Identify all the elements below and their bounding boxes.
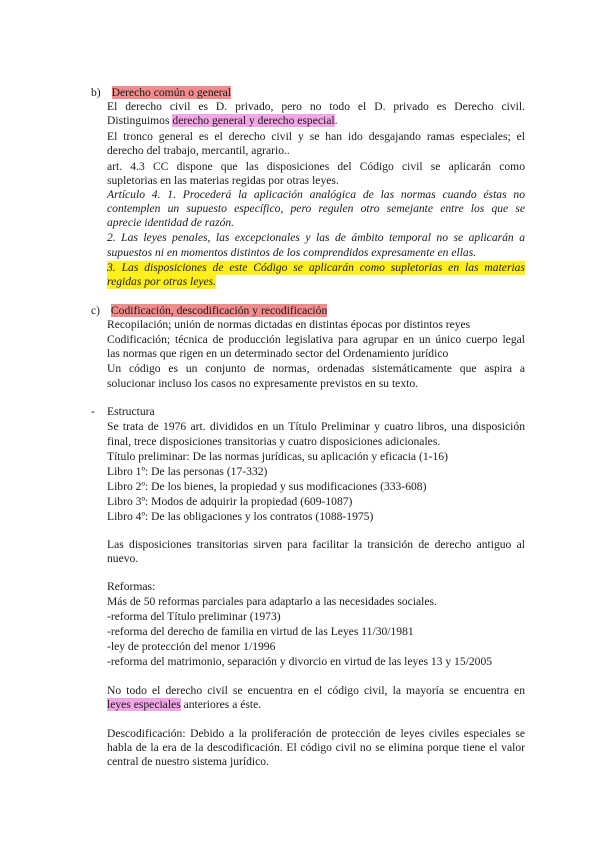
article-4-2-line1: 2. Las leyes penales, las excepcionales y las de ámbito temporal no se aplicarán a	[107, 231, 525, 244]
transitorias-line2: nuevo.	[107, 552, 139, 565]
reformas-line5: -reforma del matrimonio, separación y divorcio en virtud de las leyes 13 y 15/2005	[107, 655, 493, 668]
estructura-libro-3: Libro 3º: Modos de adquirir la propiedad (609-1087)	[107, 495, 353, 508]
reformas-line4: -ley de protección del menor 1/1996	[107, 640, 276, 653]
descodificacion-line1: Descodificación: Debido a la proliferación de protección de leyes civiles especiales se	[107, 727, 525, 740]
article-4-3-line2: regidas por otras leyes.	[107, 275, 217, 288]
estructura-libro-1: Libro 1º: De las personas (17-332)	[107, 465, 268, 478]
estructura-line2: final, trece disposiciones transitorias y cuatro disposiciones adicionales.	[107, 435, 441, 448]
section-c-line1: Recopilación; unión de normas dictadas en distintas épocas por distintos reyes	[107, 318, 471, 331]
descodificacion-line3: central de nuestro sistema jurídico.	[107, 755, 269, 768]
section-c-line4: Un código es un conjunto de normas, ordenadas sistemáticamente que aspira a	[107, 362, 525, 375]
no-todo-line2	[107, 698, 261, 712]
section-b-title: Derecho común o general	[111, 86, 232, 99]
section-b-p2-line1: El tronco general es el derecho civil y se han ido desgajando ramas especiales; el	[107, 130, 525, 143]
section-b-p1-line2	[107, 114, 338, 128]
highlight-leyes-especiales: leyes especiales	[107, 698, 181, 711]
section-b-label: b)	[91, 86, 101, 99]
section-c-line3: las normas que rigen en un determinado sector del Ordenamiento jurídico	[107, 347, 449, 360]
section-b-heading	[91, 86, 231, 100]
no-todo-line2-post: anteriores a éste.	[180, 698, 262, 711]
article-4-1-line1: Artículo 4. 1. Procederá la aplicación analógica de las normas cuando éstas no	[107, 188, 525, 201]
descodificacion-line2: habla de la era de la descodificación. El código civil no se elimina porque tiene el valor	[107, 741, 525, 754]
section-c-line2: Codificación; técnica de producción legislativa para agrupar en un único cuerpo legal	[107, 333, 525, 346]
estructura-title: Estructura	[107, 405, 155, 418]
section-b-p3-line2: supletorias en las materias regidas por otras leyes.	[107, 174, 339, 187]
section-b-p1-pre: Distinguimos	[107, 114, 173, 127]
article-4-1-line2: contemplen un supuesto específico, pero regulen otro semejante entre los que se	[107, 202, 525, 215]
reformas-line3: -reforma del derecho de familia en virtud de las Leyes 11/30/1981	[107, 625, 414, 638]
section-c-label: c)	[91, 304, 101, 317]
section-b-p1-post: .	[334, 114, 338, 127]
no-todo-line1: No todo el derecho civil se encuentra en el código civil, la mayoría se encuentra en	[107, 684, 525, 697]
estructura-bullet: -	[91, 405, 95, 418]
article-4-1-line3: aprecie identidad de razón.	[107, 216, 235, 229]
section-b-p2-line2: derecho del trabajo, mercantil, agrario..	[107, 144, 290, 157]
estructura-titulo-preliminar: Título preliminar: De las normas jurídicas, su aplicación y eficacia (1-16)	[107, 450, 448, 463]
estructura-libro-2: Libro 2º: De los bienes, la propiedad y sus modificaciones (333-608)	[107, 480, 427, 493]
reformas-line1: Más de 50 reformas parciales para adaptarlo a las necesidades sociales.	[107, 595, 437, 608]
section-c-heading	[91, 304, 327, 318]
reformas-title: Reformas:	[107, 580, 156, 593]
estructura-libro-4: Libro 4º: De las obligaciones y los contratos (1088-1975)	[107, 510, 374, 523]
estructura-line1: Se trata de 1976 art. divididos en un Título Preliminar y cuatro libros, una disposición	[107, 420, 525, 433]
section-c-line5: solucionar incluso los casos no expresamente previstos en su texto.	[107, 377, 419, 390]
section-b-p3-line1: art. 4.3 CC dispone que las disposiciones del Código civil se aplicarán como	[107, 160, 525, 173]
section-b-p1-line1: El derecho civil es D. privado, pero no todo el D. privado es Derecho civil.	[107, 100, 525, 113]
section-b-highlight-general-especial: derecho general y derecho especial	[172, 114, 335, 127]
section-c-title: Codificación, descodificación y recodificación	[110, 304, 328, 317]
article-4-3-line1: 3. Las disposiciones de este Código se aplicarán como supletorias en las materias	[107, 261, 525, 274]
article-4-2-line2: supuestos ni en momentos distintos de los comprendidos expresamente en ellas.	[107, 246, 477, 259]
transitorias-line1: Las disposiciones transitorias sirven para facilitar la transición de derecho antiguo al	[107, 538, 525, 551]
reformas-line2: -reforma del Título preliminar (1973)	[107, 610, 281, 623]
